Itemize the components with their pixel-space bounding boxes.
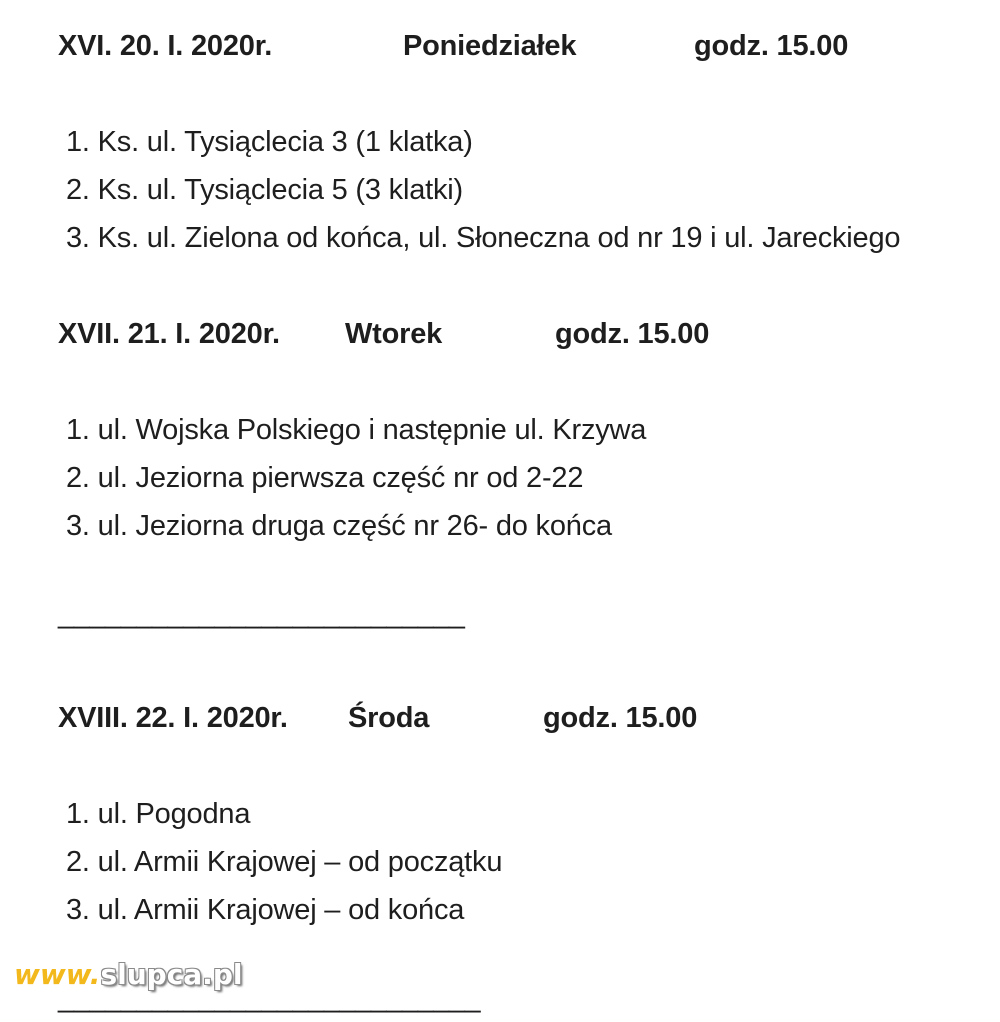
section-day: Środa [348,702,430,734]
section-number: XVIII. 22. I. 2020r. [58,702,288,734]
list-item: 3. Ks. ul. Zielona od końca, ul. Słoneczna od nr 19 i ul. Jareckiego [66,222,901,254]
section-day: Wtorek [345,318,443,350]
list-item: 2. Ks. ul. Tysiąclecia 5 (3 klatki) [66,174,464,206]
watermark-logo [14,958,242,992]
watermark-site: slupca.pl [100,958,243,991]
separator-line: __________________________ [58,598,465,630]
section-list-2 [66,412,646,556]
section-number: XVII. 21. I. 2020r. [58,318,280,350]
list-item: 3. ul. Armii Krajowej – od końca [66,894,465,926]
separator-line: ___________________________ [58,982,480,1014]
section-time: godz. 15.00 [543,702,698,734]
section-day: Poniedziałek [403,30,577,62]
list-item: 1. Ks. ul. Tysiąclecia 3 (1 klatka) [66,126,473,158]
section-list-1 [66,124,900,268]
list-item: 3. ul. Jeziorna druga część nr 26- do końca [66,510,612,542]
section-time: godz. 15.00 [694,30,849,62]
section-number: XVI. 20. I. 2020r. [58,30,273,62]
section-time: godz. 15.00 [555,318,710,350]
list-item: 2. ul. Jeziorna pierwsza część nr od 2-22 [66,462,584,494]
list-item: 1. ul. Wojska Polskiego i następnie ul. Krzywa [66,414,647,446]
list-item: 1. ul. Pogodna [66,798,251,830]
section-list-3 [66,796,502,940]
watermark-www: www. [14,958,101,991]
list-item: 2. ul. Armii Krajowej – od początku [66,846,503,878]
